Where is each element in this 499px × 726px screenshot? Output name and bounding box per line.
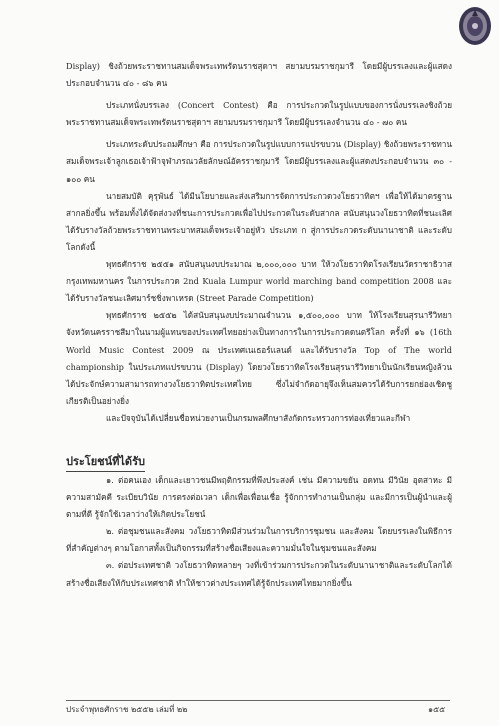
paragraph-current-agency: และปัจจุบันได้เปลี่ยนชื่อหน่วยงานเป็นกรมพลศึกษาสังกัดกระทรวงการท่องเที่ยวและกีฬา bbox=[106, 412, 411, 423]
paragraph-year-2551: พุทธศักราช ๒๕๕๑ สนับสนุนงบประมาณ ๒,๐๐๐,๐๐๐ บาท ให้วงโยธวาทิตโรงเรียนวัดราชาธิวาส กรุงเทพมหานคร ในการประกวด 2nd Kuala Lumpur world marching band competition 2008 และได้รับรางวัลชนะเลิศมาร์ชชิ่งพาเหรด (Street Parade Competition) bbox=[66, 259, 452, 304]
benefit-community: ๒. ต่อชุมชนและสังคม วงโยธวาทิตมีส่วนร่วมในการบริการชุมชน และสังคม โดยบรรเลงในพิธีการที่สำคัญต่างๆ ตามโอกาสทั้งเป็นกิจกรรมที่สร้างชื่อเสียงและความมั่นใจในชุมชนและสังคม bbox=[66, 526, 452, 554]
footer-divider bbox=[66, 700, 450, 701]
emblem-seal-icon bbox=[457, 4, 493, 48]
document-body bbox=[66, 58, 452, 592]
benefit-nation: ๓. ต่อประเทศชาติ วงโยธวาทิตหลายๆ วงที่เข้าร่วมการประกวดในระดับนานาชาติและระดับโลกได้สร้างชื่อเสียงให้กับประเทศชาติ ทำให้ชาวต่างประเทศได้รู้จักประเทศไทยมากยิ่งขึ้น bbox=[66, 560, 452, 588]
benefits-heading-wrap bbox=[66, 439, 452, 472]
benefit-self: ๑. ต่อคนเอง เด็กและเยาวชนมีพฤติกรรมที่พึงประสงค์ เช่น มีความขยัน อดทน มีวินัย อุตสาหะ มีความสามัคคี ระเบียบวินัย การตรงต่อเวลา เด็กเพื่อเพื่อนเชื่อ รู้จักการทำงานเป็นกลุ่ม และมีการเป็นผู้นำและผู้ตามที่ดี รู้จักใช้เวลาว่างให้เกิดประโยชน์ bbox=[66, 474, 452, 520]
footer-page-number: ๑๕๕ bbox=[428, 705, 446, 714]
paragraph-policy: นายสมบัติ คุรุพันธ์ ได้มีนโยบายและส่งเสริมการจัดการประกวดวงโยธวาทิตฯ เพื่อให้ได้มาตรฐานสากลยิ่งขึ้น พร้อมทั้งได้จัดส่งวงที่ชนะการประกวดเพื่อไปประกวดในระดับสากล สนับสนุนวงโยธวาทิตที่ชนะเลิศได้รับรางวัลถ้วยพระราชทานพระบาทสมเด็จพระเจ้าอยู่หัว ประเภท ก สู่การประกวดระดับนานาชาติ และระดับโลกดังนี้ bbox=[66, 190, 452, 252]
paragraph-display-contest: Display) ชิงถ้วยพระราชทานสมเด็จพระเทพรัตนราชสุดาฯ สยามบรมราชกุมารี โดยมีผู้บรรเลงและผู้แสดงประกอบจำนวน ๔๐ - ๘๖ คน bbox=[66, 61, 452, 89]
paragraph-year-2552: พุทธศักราช ๒๕๕๒ ได้สนับสนุนงบประมาณจำนวน ๑,๕๐๐,๐๐๐ บาท ให้โรงเรียนสุรนารีวิทยา จังหวัดนครราชสีมาในนามผู้แทนของประเทศไทยอย่างเป็นทางการในการประกวดดนตรีโลก ครั้งที่ ๑๖ (16th World Music Contest 2009 ณ ประเทศเนเธอร์แลนด์ และได้รับรางวัล Top of The world championship ในประเภทแปรขบวน (Display) โดยวงโยธวาทิตโรงเรียนสุรนารีวิทยาเป็นนักเรียนหญิงล้วน ได้ประจักษ์ความสามารถทางวงโยธวาทิตประเทศไทย ซึ่งไม่จำกัดอายุจึงเห็นสมควรได้รับการยกย่องเชิดชูเกียรติเป็นอย่างยิ่ง bbox=[66, 310, 452, 406]
section-heading-benefits: ประโยชน์ที่ได้รับ bbox=[66, 452, 145, 472]
footer-publication: ประจำพุทธศักราช ๒๕๕๒ เล่มที่ ๒๒ bbox=[66, 705, 188, 714]
paragraph-primary-contest: ประเภทระดับประถมศึกษา คือ การประกวดในรูปแบบการแปรขบวน (Display) ชิงถ้วยพระราชทานสมเด็จพระเจ้าลูกเธอเจ้าฟ้าจุฬาภรณวลัยลักษณ์อัครราชกุมารี โดยมีผู้บรรเลงและผู้แสดงประกอบจำนวน ๓๐ - ๑๐๐ คน bbox=[66, 139, 452, 184]
paragraph-concert-contest: ประเภทนั่งบรรเลง (Concert Contest) คือ การประกวดในรูปแบบของการนั่งบรรเลงชิงถ้วยพระราชทานสมเด็จพระเทพรัตนราชสุดาฯ สยามบรมราชกุมารี โดยมีผู้บรรเลงจำนวน ๔๐ - ๗๐ คน bbox=[66, 100, 452, 128]
